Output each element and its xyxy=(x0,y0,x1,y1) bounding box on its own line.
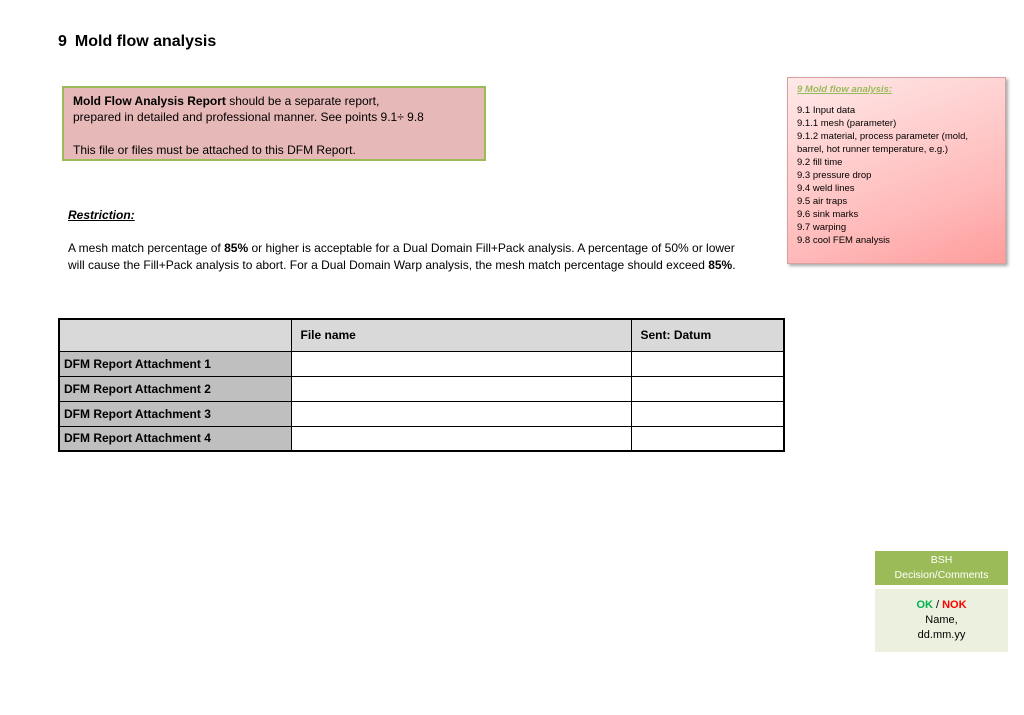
decision-date: dd.mm.yy xyxy=(917,629,966,641)
note-item: 9.3 pressure drop xyxy=(797,170,872,181)
table-row xyxy=(59,351,784,376)
note-title: 9 Mold flow analysis: xyxy=(797,84,893,95)
decision-header-line2: Decision/Comments xyxy=(894,569,989,581)
decision-header-line1: BSH xyxy=(930,554,953,566)
decision-name: Name, xyxy=(925,614,958,626)
table-row xyxy=(59,401,784,426)
sent-date-cell[interactable] xyxy=(631,376,784,401)
sticky-note xyxy=(787,77,1006,264)
file-name-cell[interactable] xyxy=(291,426,631,451)
header-file-name: File name xyxy=(291,319,631,351)
decision-body[interactable] xyxy=(875,589,1008,652)
note-item: 9.7 warping xyxy=(797,222,847,233)
note-item: 9.5 air traps xyxy=(797,196,848,207)
table-row xyxy=(59,376,784,401)
sent-date-cell[interactable] xyxy=(631,351,784,376)
section-title: Mold flow analysis xyxy=(74,33,217,50)
report-line1: should be a separate report, xyxy=(225,94,380,108)
report-line2: prepared in detailed and professional manner. See points 9.1÷ 9.8 xyxy=(73,110,424,124)
sent-date-cell[interactable] xyxy=(631,401,784,426)
header-sent-datum: Sent: Datum xyxy=(631,319,784,351)
attachments-table xyxy=(58,318,785,452)
row-label: DFM Report Attachment 1 xyxy=(59,351,291,376)
restriction-text-1: A mesh match percentage of xyxy=(68,241,225,255)
ok-nok-separator: / xyxy=(932,599,943,611)
file-name-cell[interactable] xyxy=(291,401,631,426)
page-title xyxy=(58,33,216,51)
note-item: 9.1 Input data xyxy=(797,105,856,116)
row-label: DFM Report Attachment 3 xyxy=(59,401,291,426)
note-item: 9.4 weld lines xyxy=(797,183,855,194)
report-line3: This file or files must be attached to this DFM Report. xyxy=(73,143,356,157)
note-item: 9.6 sink marks xyxy=(797,209,859,220)
restriction-heading: Restriction: xyxy=(68,208,135,222)
ok-label: OK xyxy=(916,599,933,611)
note-item: 9.8 cool FEM analysis xyxy=(797,235,890,246)
restriction-text-2: or higher is acceptable for a Dual Domain Fill+Pack analysis. A percentage of 50% or lower will cause the Fill+Pack analysis to abort. For a Dual Domain Warp analysis, the mesh match percentage should exceed xyxy=(68,241,735,272)
decision-header xyxy=(875,551,1008,585)
report-bold-lead: Mold Flow Analysis Report xyxy=(73,94,226,108)
note-item: 9.1.1 mesh (parameter) xyxy=(797,118,897,129)
table-row xyxy=(59,426,784,451)
sent-date-cell[interactable] xyxy=(631,426,784,451)
restriction-bold-1: 85% xyxy=(224,241,249,255)
restriction-paragraph xyxy=(68,240,738,274)
nok-label: NOK xyxy=(942,599,967,611)
header-blank xyxy=(59,319,291,351)
mold-flow-report-box xyxy=(62,86,486,161)
row-label: DFM Report Attachment 2 xyxy=(59,376,291,401)
file-name-cell[interactable] xyxy=(291,351,631,376)
restriction-text-3: . xyxy=(732,258,736,272)
note-item: 9.2 fill time xyxy=(797,157,843,168)
row-label: DFM Report Attachment 4 xyxy=(59,426,291,451)
note-item: 9.1.2 material, process parameter (mold, barrel, hot runner temperature, e.g.) xyxy=(797,131,969,155)
restriction-bold-2: 85% xyxy=(708,258,733,272)
table-header-row xyxy=(59,319,784,351)
section-number: 9 xyxy=(58,33,67,50)
file-name-cell[interactable] xyxy=(291,376,631,401)
